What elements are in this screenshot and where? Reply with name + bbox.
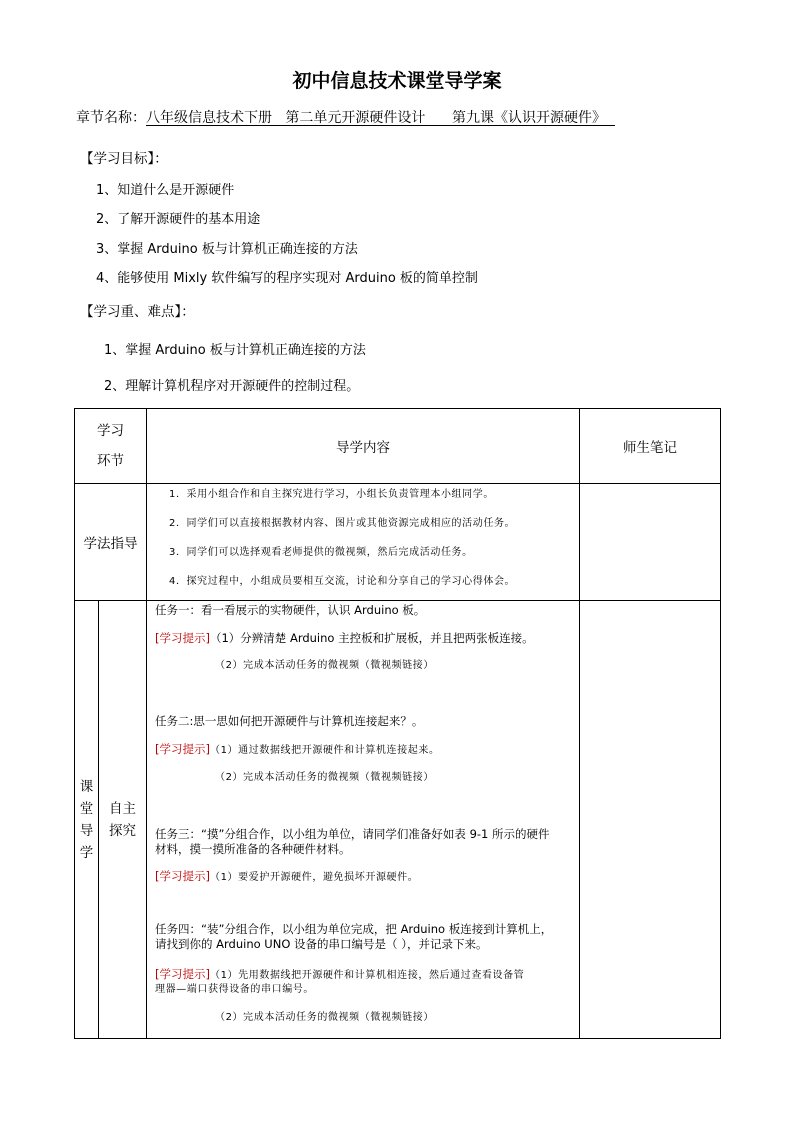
chapter-line <box>76 107 615 127</box>
task4-title-line2: 请找到你的 Arduino UNO 设备的串口编号是（ ），并记录下来。 <box>155 937 488 951</box>
method-item: 4．探究过程中，小组成员要相互交流，讨论和分享自己的学习心得体会。 <box>169 576 516 587</box>
key-point-item: 2、理解计算机程序对开源硬件的控制过程。 <box>104 379 360 394</box>
method-label: 学法指导 <box>75 484 147 601</box>
guide-outer-char: 学 <box>79 844 94 861</box>
guide-inner-label <box>99 601 147 1039</box>
task3-title-line2: 材料，摸一摸所准备的各种硬件材料。 <box>155 842 351 856</box>
header-notes: 师生笔记 <box>580 409 721 484</box>
task4-hint1-line2: 理器—端口获得设备的串口编号。 <box>155 984 314 995</box>
hint-text: （1）要爱护开源硬件，避免损坏开源硬件。 <box>209 872 419 883</box>
guide-notes <box>580 601 721 1039</box>
header-stage-line2: 环节 <box>97 453 124 469</box>
task2-title: 任务二:思一思如何把开源硬件与计算机连接起来？。 <box>155 714 424 728</box>
task2-hint2: （2）完成本活动任务的微视频（微视频链接） <box>215 772 434 783</box>
method-notes <box>580 484 721 601</box>
hint-text: （1）分辨清楚 Arduino 主控板和扩展板，并且把两张板连接。 <box>209 631 534 645</box>
hint-text: （1）通过数据线把开源硬件和计算机连接起来。 <box>209 745 440 756</box>
guide-inner-line: 探究 <box>109 822 136 839</box>
hint-label: [学习提示] <box>155 631 210 645</box>
task1-hint2: （2）完成本活动任务的微视频（微视频链接） <box>215 660 434 671</box>
guide-table <box>74 408 721 1039</box>
guide-outer-char: 堂 <box>79 800 94 817</box>
hint-label: [学习提示] <box>155 967 210 981</box>
task1-title: 任务一：看一看展示的实物硬件，认识 Arduino 板。 <box>155 603 426 617</box>
task4-hint2: （2）完成本活动任务的微视频（微视频链接） <box>215 1012 434 1023</box>
guide-inner-line: 自主 <box>109 800 136 817</box>
chapter-label: 章节名称： <box>76 110 146 126</box>
header-stage <box>75 409 147 484</box>
goal-item: 4、能够使用 Mixly 软件编写的程序实现对 Arduino 板的简单控制 <box>96 271 478 286</box>
task2-hint1 <box>155 742 440 758</box>
method-item: 1．采用小组合作和自主探究进行学习，小组长负责管理本小组同学。 <box>169 489 494 500</box>
task3-hint1 <box>155 869 418 885</box>
method-item: 3．同学们可以选择观看老师提供的微视频，然后完成活动任务。 <box>169 547 473 558</box>
hint-text: （1）先用数据线把开源硬件和计算机相连接，然后通过查看设备管 <box>209 970 525 981</box>
task3-title-line1: 任务三：“摸”分组合作，以小组为单位，请同学们准备好如表 9-1 所示的硬件 <box>155 827 550 841</box>
goals-heading: 【学习目标】： <box>80 151 168 167</box>
guide-outer-label <box>75 601 99 1039</box>
key-points-heading: 【学习重、难点】： <box>80 304 195 320</box>
page-title: 初中信息技术课堂导学案 <box>292 70 502 92</box>
header-content: 导学内容 <box>147 409 580 484</box>
hint-label: [学习提示] <box>155 869 210 883</box>
hint-label: [学习提示] <box>155 742 210 756</box>
key-point-item: 1、掌握 Arduino 板与计算机正确连接的方法 <box>104 343 366 358</box>
goal-item: 3、掌握 Arduino 板与计算机正确连接的方法 <box>96 242 358 257</box>
method-content <box>147 484 580 601</box>
guide-content <box>147 601 580 1039</box>
task4-title-line1: 任务四：“装”分组合作，以小组为单位完成，把 Arduino 板连接到计算机上， <box>155 922 553 936</box>
goal-item: 2、了解开源硬件的基本用途 <box>96 212 261 227</box>
task1-hint1 <box>155 631 534 646</box>
method-item: 2．同学们可以直接根据教材内容、图片或其他资源完成相应的活动任务。 <box>169 518 516 529</box>
guide-outer-char: 课 <box>79 778 94 795</box>
goal-item: 1、知道什么是开源硬件 <box>96 183 235 198</box>
header-stage-line1: 学习 <box>97 423 124 439</box>
guide-outer-char: 导 <box>79 822 94 839</box>
chapter-value: 八年级信息技术下册 第二单元开源硬件设计 第九课《认识开源硬件》 <box>146 110 615 126</box>
task4-hint1 <box>155 967 524 983</box>
